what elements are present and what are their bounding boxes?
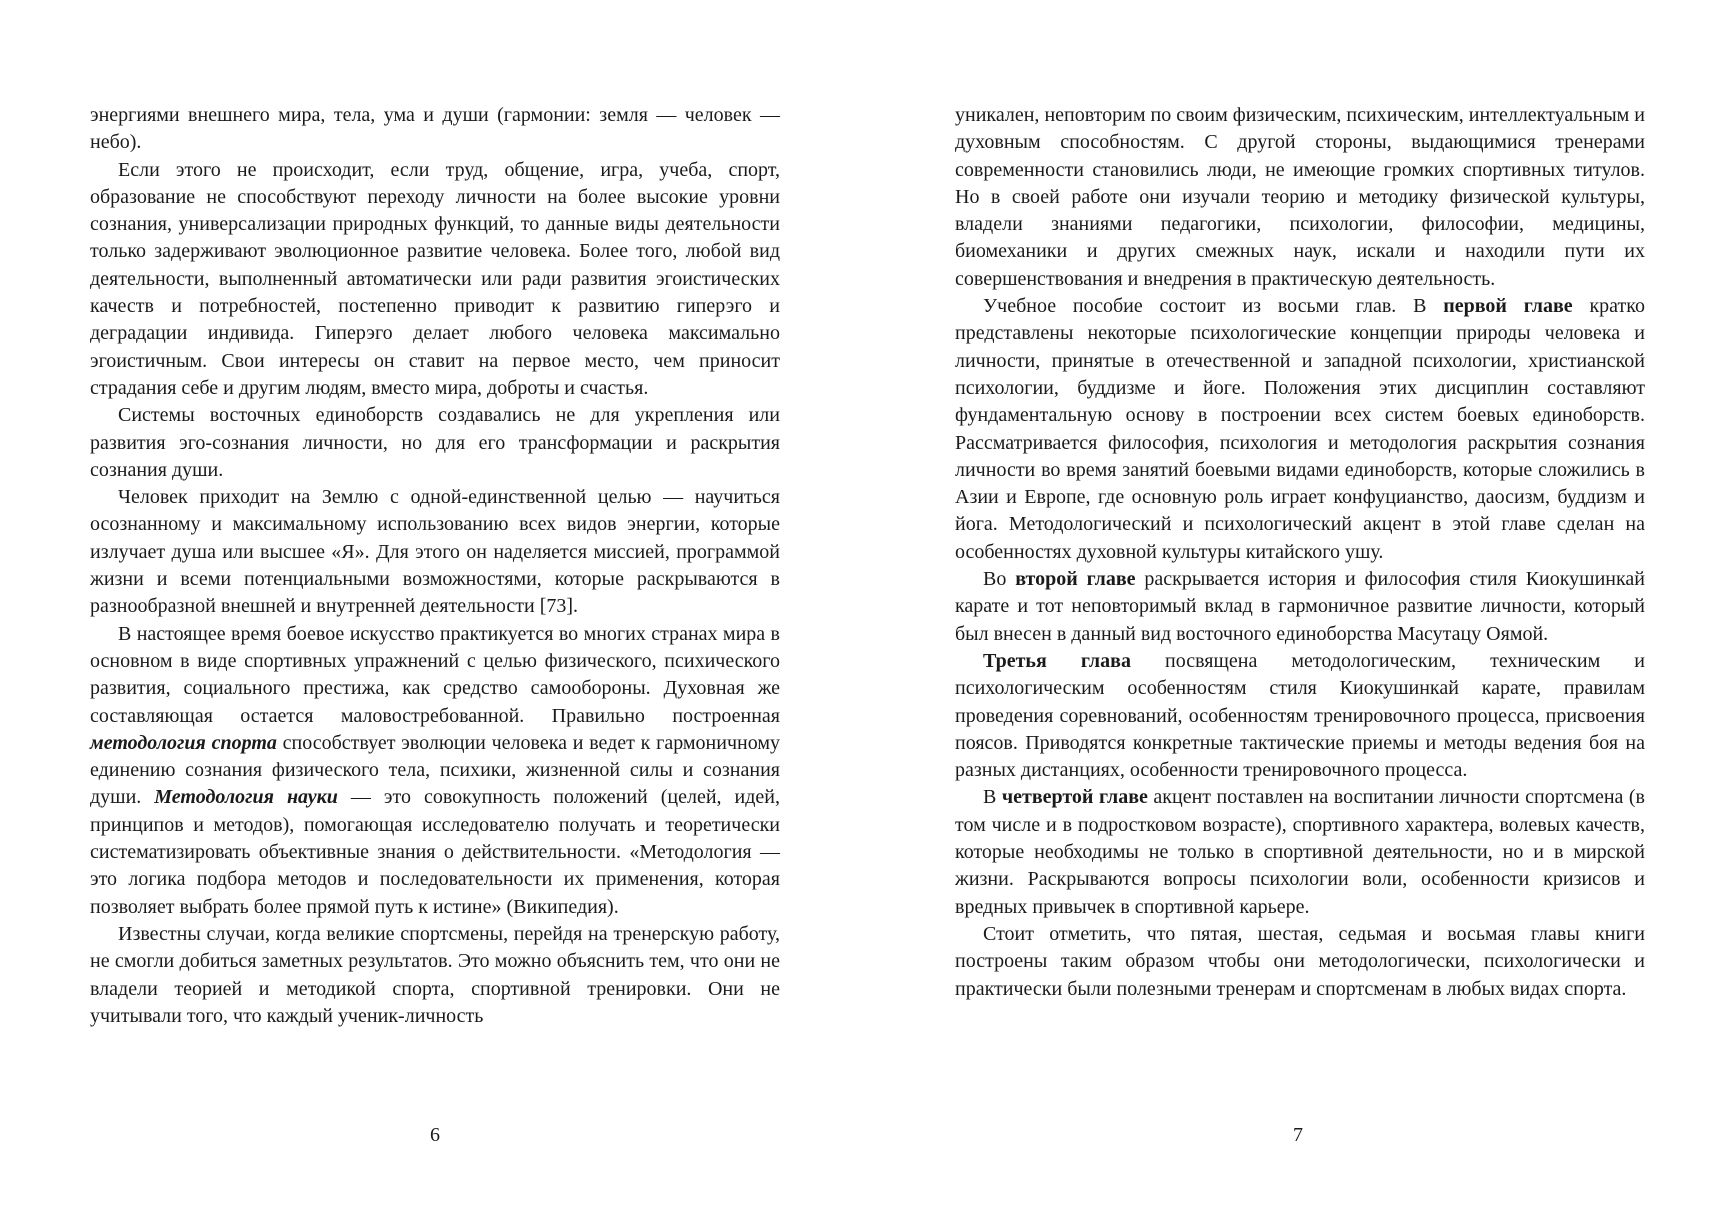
- left-page-body: [90, 102, 780, 1030]
- emphasized-term: Методология науки: [154, 786, 338, 809]
- bold-term: первой главе: [1443, 295, 1573, 318]
- text-run: Учебное пособие состоит из восьми глав. В: [983, 295, 1444, 318]
- text-run: посвящена методологическим, техническим и психологическим особенностям стиля Киокушинкай карате, правилам проведения соревнований, особенностям тренировочного процесса, присвоения поясов. Приводятся конкретные тактические приемы и методы ведения боя на разных дистанциях, особенности тренировочного процесса.: [955, 649, 1645, 782]
- bold-term: второй главе: [1015, 568, 1136, 591]
- text-run: Системы восточных единоборств создавались не для укрепления или развития эго-сознания личности, но для его трансформации и раскрытия сознания души.: [90, 404, 780, 481]
- text-run: способствует эволюции человека и ведет к гармоничному единению сознания физического тела, психики, жизненной силы и сознания души.: [90, 731, 780, 809]
- text-run: Во: [983, 568, 1016, 591]
- paragraph: [90, 621, 780, 921]
- bold-term: Третья глава: [983, 649, 1131, 672]
- paragraph: [90, 157, 780, 403]
- paragraph: [955, 648, 1645, 784]
- paragraph: [90, 402, 780, 484]
- text-run: В: [983, 786, 1002, 809]
- paragraph: [90, 102, 780, 157]
- text-run: Если этого не происходит, если труд, общение, игра, учеба, спорт, образование не способствуют переходу личности на более высокие уровни сознания, универсализации природных функций, то данные виды деятельности только задерживают эволюционное развитие человека. Более того, любой вид деятельности, выполненный автоматически или ради развития эгоистических качеств и потребностей, постепенно приводит к развитию гиперэго и деградации индивида. Гиперэго делает любого человека максимально эгоистичным. Свои интересы он ставит на первое место, чем приносит страдания себе и другим людям, вместо мира, доброты и счастья.: [90, 158, 780, 399]
- paragraph: [955, 566, 1645, 648]
- paragraph: [90, 484, 780, 620]
- page-number-right: 7: [1293, 1124, 1303, 1146]
- emphasized-term: методология спорта: [90, 731, 277, 754]
- paragraph: [955, 102, 1645, 293]
- text-run: уникален, неповторим по своим физическим, психическим, интеллектуальным и духовным способностям. С другой стороны, выдающимися тренерами современности становились люди, не имеющие громких спортивных титулов. Но в своей работе они изучали теорию и методику физической культуры, владели знаниями педагогики, психологии, философии, медицины, биомеханики и других смежных наук, искали и находили пути их совершенствования и внедрения в практическую деятельность.: [955, 104, 1645, 290]
- text-run: раскрывается история и философия стиля Киокушинкай карате и тот неповторимый вклад в гармоничное развитие личности, который был внесен в данный вид восточного единоборства Масутацу Оямой.: [955, 568, 1645, 645]
- paragraph: [955, 784, 1645, 920]
- right-page-body: [955, 102, 1645, 1003]
- text-run: кратко представлены некоторые психологические концепции природы человека и личности, принятые в отечественной и западной психологии, христианской психологии, буддизме и йоге. Положения этих дисциплин составляют фундаментальную основу в построении всех систем боевых единоборств. Рассматривается философия, психология и методология раскрытия сознания личности во время занятий боевыми видами единоборств, которые сложились в Азии и Европе, где основную роль играет конфуцианство, даосизм, буддизм и йога. Методологический и психологический акцент в этой главе сделан на особенностях духовной культуры китайского ушу.: [955, 295, 1645, 563]
- text-run: Стоит отметить, что пятая, шестая, седьмая и восьмая главы книги построены таким образом чтобы они методологически, психологически и практически были полезными тренерам и спортсменам в любых видах спорта.: [955, 922, 1645, 1000]
- paragraph: [955, 921, 1645, 1003]
- bold-term: четвертой главе: [1001, 786, 1148, 809]
- text-run: — это совокупность положений (целей, идей, принципов и методов), помогающая исследователю получать и теоретически систематизировать объективные знания о действительности. «Методология — это логика подбора методов и последовательности их применения, которая позволяет выбрать более прямой путь к истине» (Википедия).: [90, 786, 780, 918]
- paragraph: [90, 921, 780, 1030]
- text-run: акцент поставлен на воспитании личности спортсмена (в том числе и в подростковом возрасте), спортивного характера, волевых качеств, которые необходимы не только в спортивной деятельности, но и в мирской жизни. Раскрываются вопросы психологии воли, особенности кризисов и вредных привычек в спортивной карьере.: [955, 786, 1646, 918]
- text-run: Известны случаи, когда великие спортсмены, перейдя на тренерскую работу, не смогли добиться заметных результатов. Это можно объяснить тем, что они не владели теорией и методикой спорта, спортивной тренировки. Они не учитывали того, что каждый ученик-личность: [90, 922, 780, 1027]
- page-number-left: 6: [430, 1124, 440, 1146]
- text-run: Человек приходит на Землю с одной-единственной целью — научиться осознанному и максимальному использованию всех видов энергии, которые излучает душа или высшее «Я». Для этого он наделяется миссией, программой жизни и всеми потенциальными возможностями, которые раскрываются в разнообразной внешней и внутренней деятельности [73].: [90, 486, 780, 618]
- paragraph: [955, 293, 1645, 566]
- text-run: В настоящее время боевое искусство практикуется во многих странах мира в основном в виде спортивных упражнений с целью физического, психического развития, социального престижа, как средство самообороны. Духовная же составляющая остается маловостребованной. Правильно построенная: [90, 622, 780, 727]
- text-run: энергиями внешнего мира, тела, ума и души (гармонии: земля — человек — небо).: [90, 104, 780, 154]
